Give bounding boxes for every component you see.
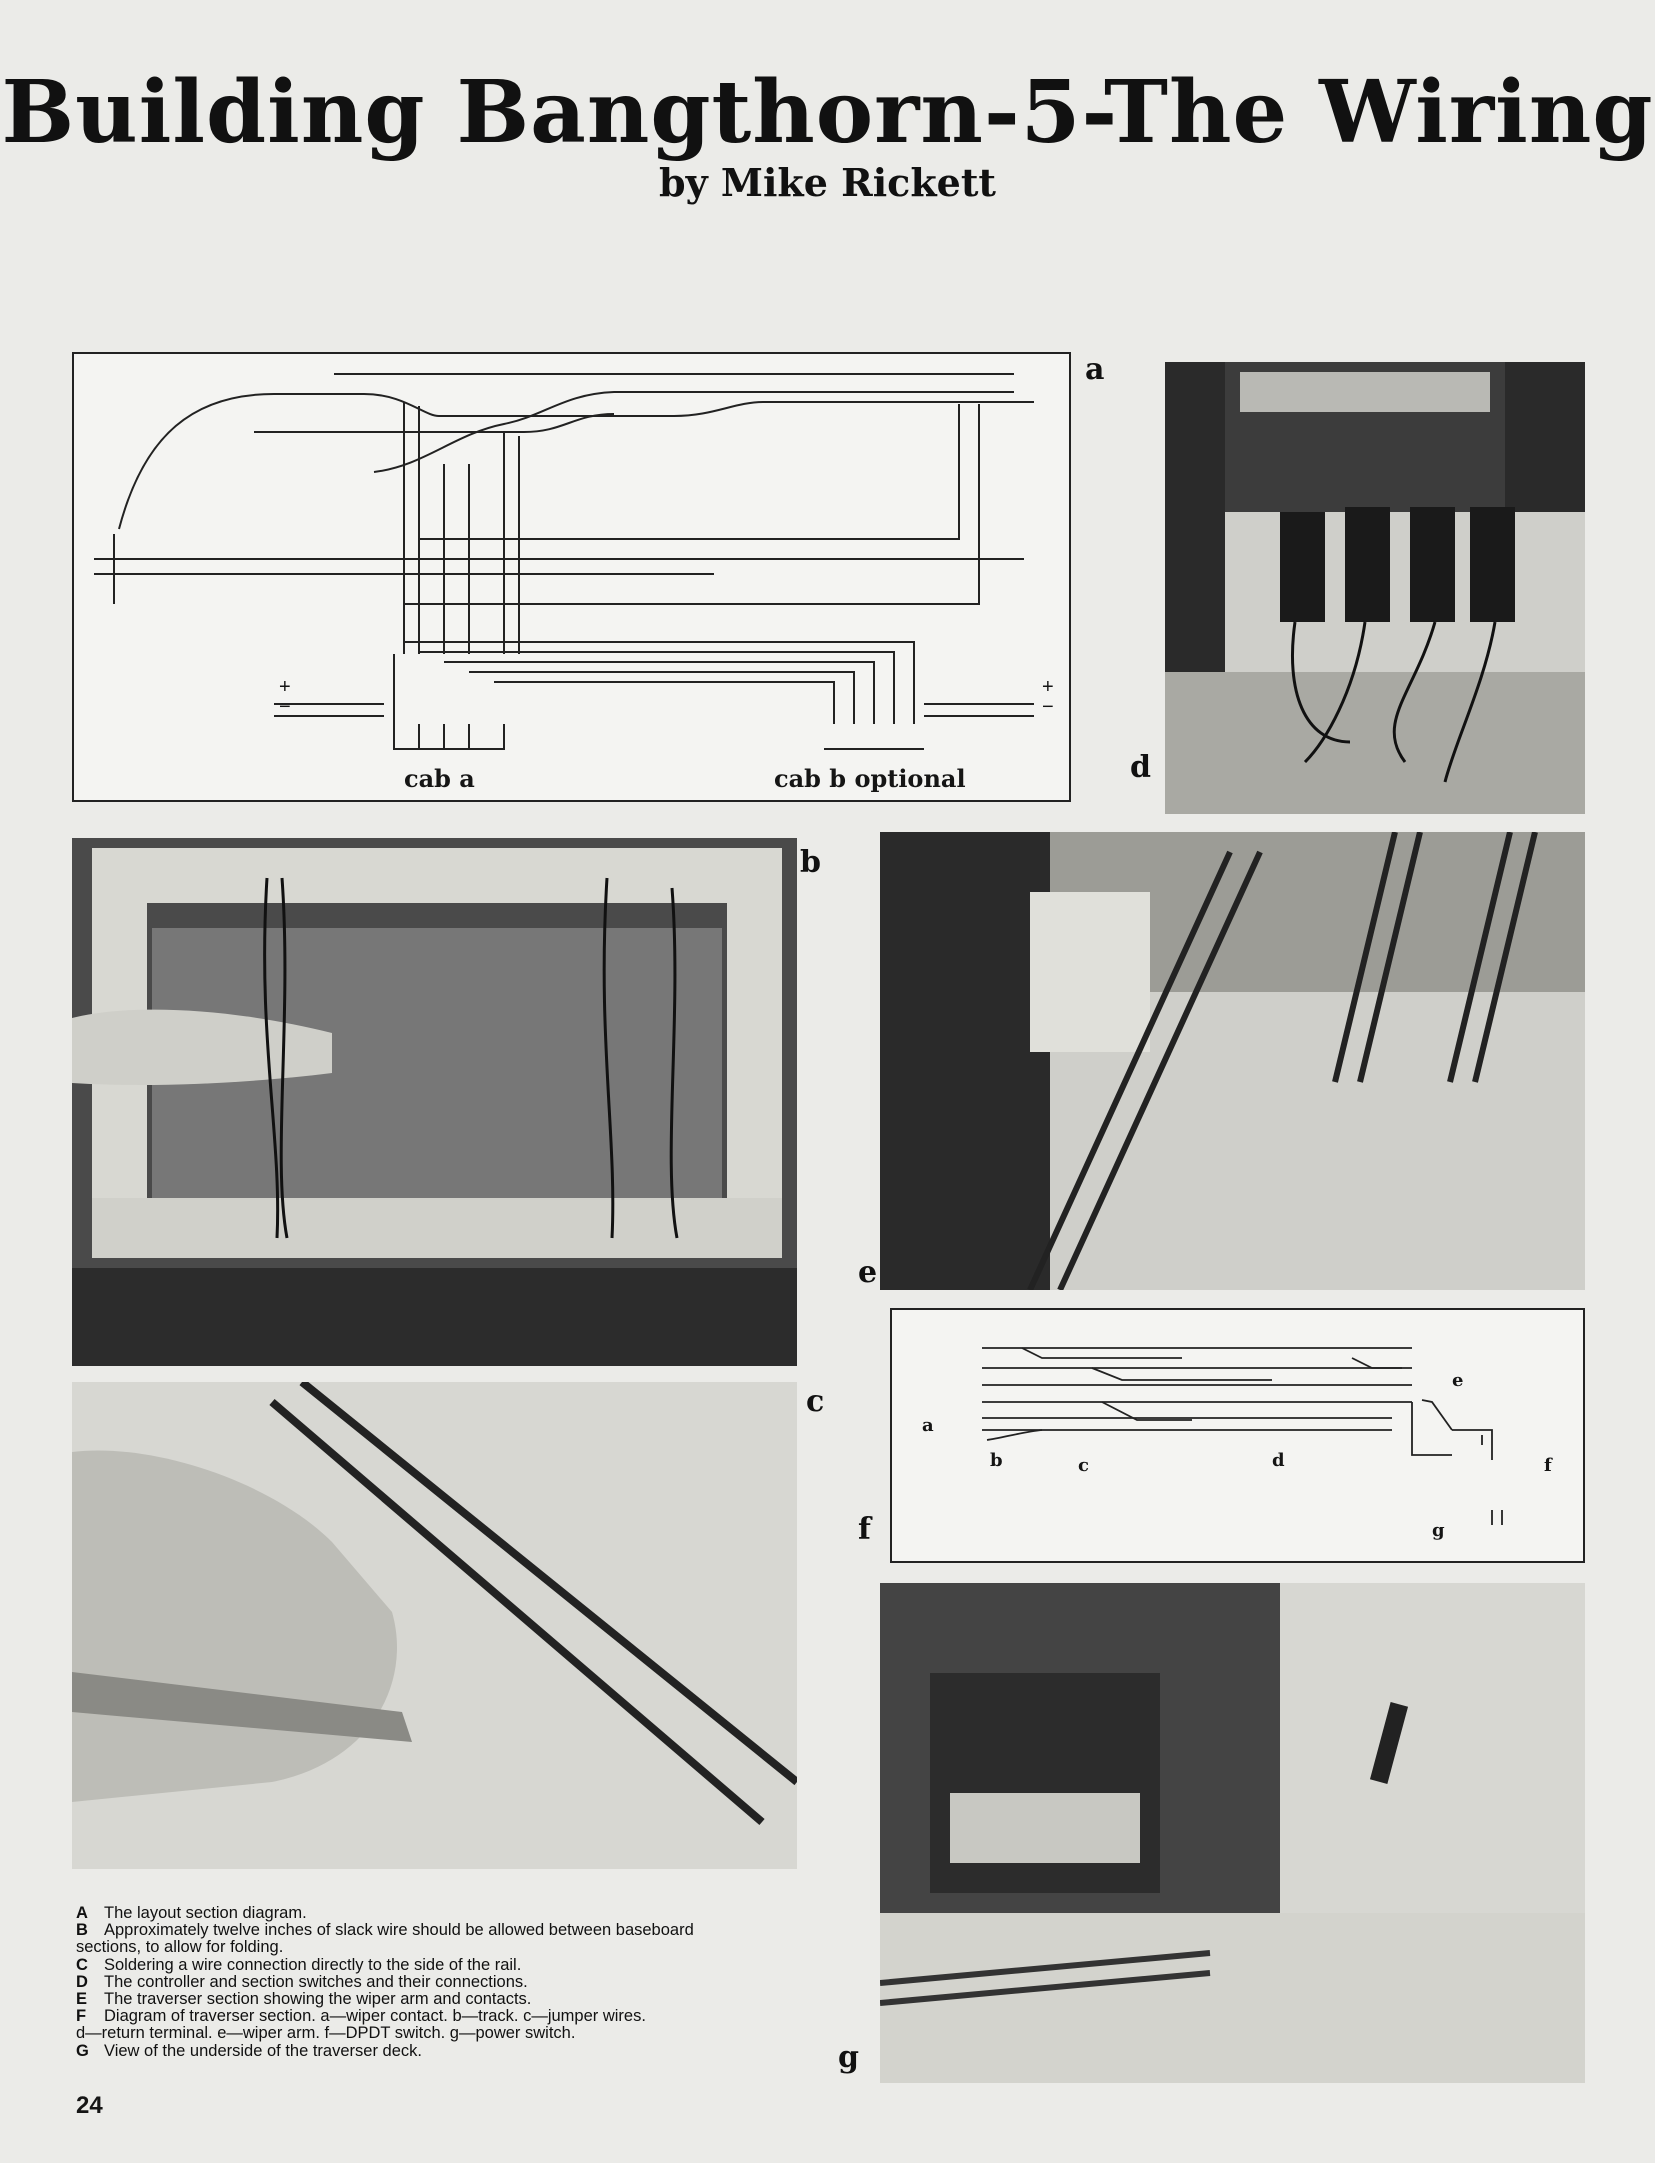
- figure-g-photo: [880, 1583, 1585, 2083]
- figure-f-callout-g: g: [1432, 1520, 1445, 1541]
- figure-f-callout-e: e: [1452, 1370, 1464, 1391]
- figure-b-letter: b: [800, 845, 821, 880]
- figure-g-letter: g: [838, 2040, 859, 2075]
- page-number: 24: [76, 2092, 103, 2119]
- figure-f-traverser-diagram: [890, 1308, 1585, 1563]
- caption-a: A The layout section diagram.: [76, 1904, 307, 1922]
- figure-f-letter: f: [858, 1512, 871, 1547]
- figure-e-letter: e: [858, 1255, 878, 1290]
- caption-b: B Approximately twelve inches of slack wire should be allowed between baseboard: [76, 1921, 694, 1940]
- figure-f-callout-a: a: [922, 1415, 934, 1436]
- figure-b-photo: [72, 838, 797, 1366]
- figure-c-photo: [72, 1382, 797, 1869]
- caption-e: E The traverser section showing the wiper arm and contacts.: [76, 1990, 532, 2009]
- figure-a-letter: a: [1085, 352, 1105, 387]
- figure-a-plus-right: +: [1042, 676, 1054, 698]
- figure-a-plus-left: +: [279, 676, 291, 698]
- article-title: Building Bangthorn-5-The Wiring: [1, 62, 1654, 163]
- caption-f-continued: d—return terminal. e—wiper arm. f—DPDT switch. g—power switch.: [76, 2024, 576, 2043]
- figure-f-callout-f: f: [1544, 1455, 1552, 1476]
- figure-a-wiring-diagram: [72, 352, 1071, 802]
- caption-block: [76, 1905, 811, 2060]
- figure-a-cab-b-label: cab b optional: [774, 764, 966, 793]
- caption-b-continued: sections, to allow for folding.: [76, 1938, 284, 1957]
- figure-f-callout-b: b: [990, 1450, 1003, 1471]
- figure-a-minus-left: −: [279, 696, 291, 718]
- figure-a-minus-right: −: [1042, 696, 1054, 718]
- byline: by Mike Rickett: [659, 160, 996, 205]
- figure-f-callout-c: c: [1078, 1455, 1089, 1476]
- caption-g: G View of the underside of the traverser deck.: [76, 2041, 422, 2060]
- figure-d-letter: d: [1130, 750, 1151, 785]
- figure-f-callout-d: d: [1272, 1450, 1285, 1471]
- caption-f: F Diagram of traverser section. a—wiper contact. b—track. c—jumper wires.: [76, 2007, 646, 2026]
- figure-a-cab-a-label: cab a: [404, 764, 475, 793]
- caption-c: C Soldering a wire connection directly to the side of the rail.: [76, 1955, 522, 1974]
- figure-d-photo: [1165, 362, 1585, 814]
- figure-c-letter: c: [806, 1384, 825, 1419]
- figure-e-photo: [880, 832, 1585, 1290]
- caption-d: D The controller and section switches and their connections.: [76, 1972, 528, 1991]
